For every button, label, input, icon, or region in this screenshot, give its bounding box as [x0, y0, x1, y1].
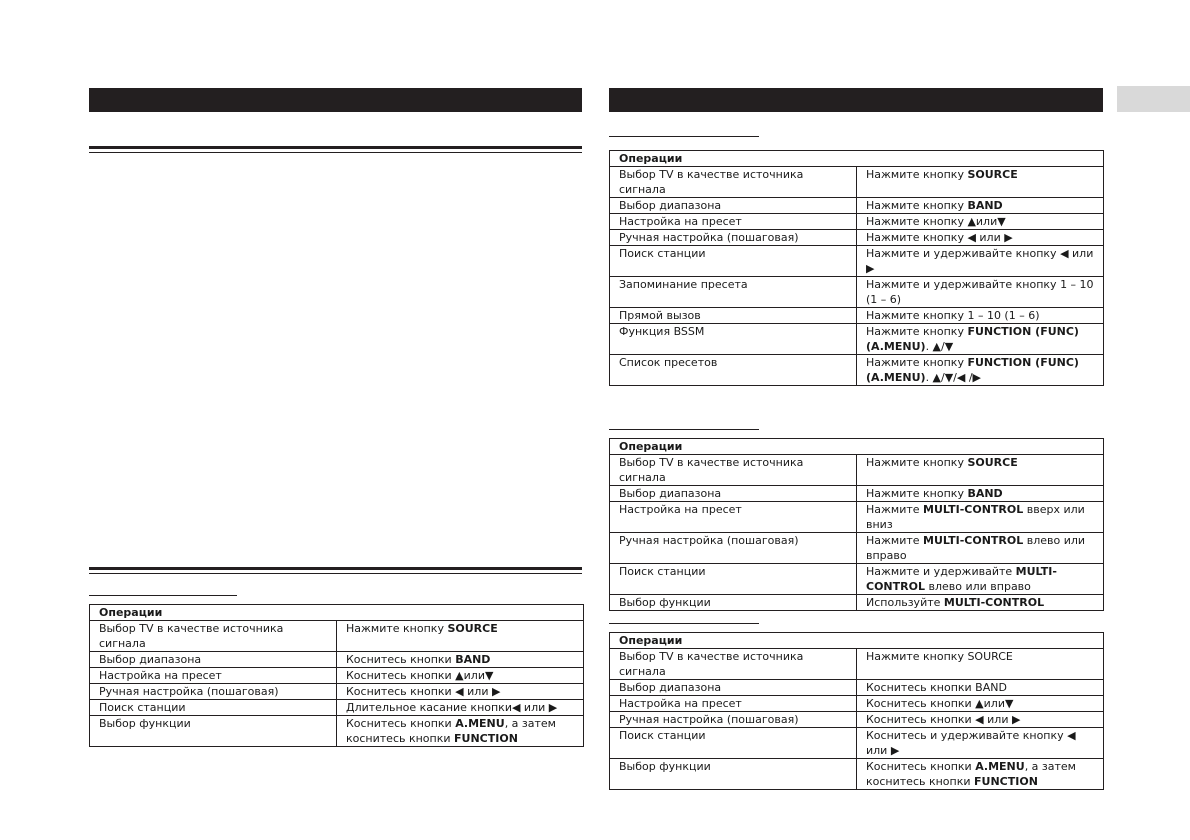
op-cell: Выбор TV в качестве источника сигнала [610, 167, 857, 198]
table-row [90, 621, 584, 652]
table-row [610, 324, 1104, 355]
table-row [610, 455, 1104, 486]
op-cell: Настройка на пресет [90, 668, 337, 684]
op-cell: Выбор диапазона [610, 680, 857, 696]
action-cell: Нажмите MULTI-CONTROL вверх или вниз [857, 502, 1104, 533]
op-cell: Настройка на пресет [610, 502, 857, 533]
right-section-rule-2 [609, 429, 759, 430]
table-row [610, 680, 1104, 696]
table-row [610, 564, 1104, 595]
left-top-rule [89, 146, 582, 149]
table-row [90, 652, 584, 668]
right-header-bar [609, 88, 1103, 112]
action-cell: Нажмите и удерживайте MULTI-CONTROL влево или вправо [857, 564, 1104, 595]
action-cell: Коснитесь кнопки A.MENU, а затем коснитесь кнопки FUNCTION [857, 759, 1104, 790]
table-row [610, 230, 1104, 246]
action-cell: Нажмите кнопку ▲или▼ [857, 214, 1104, 230]
table-row [610, 595, 1104, 611]
left-top-rule-thin [89, 152, 582, 153]
action-cell: Нажмите кнопку SOURCE [857, 649, 1104, 680]
table-row [90, 668, 584, 684]
table-row [610, 308, 1104, 324]
table-row [90, 700, 584, 716]
op-cell: Выбор TV в качестве источника сигнала [610, 649, 857, 680]
op-cell: Выбор диапазона [610, 198, 857, 214]
op-cell: Ручная настройка (пошаговая) [610, 712, 857, 728]
action-cell: Нажмите и удерживайте кнопку ◀ или ▶ [857, 246, 1104, 277]
table-header: Операции [610, 439, 1104, 455]
left-section-rule [89, 595, 237, 596]
table-row [610, 214, 1104, 230]
op-cell: Выбор функции [610, 759, 857, 790]
action-cell: Коснитесь кнопки ▲или▼ [857, 696, 1104, 712]
action-cell: Коснитесь кнопки ▲или▼ [337, 668, 584, 684]
table-row [610, 167, 1104, 198]
table-row [610, 533, 1104, 564]
left-bottom-rule-thin [89, 573, 582, 574]
table-row [610, 355, 1104, 386]
action-cell: Нажмите кнопку SOURCE [857, 167, 1104, 198]
table-row [610, 759, 1104, 790]
right-section-rule-1 [609, 136, 759, 137]
action-cell: Нажмите и удерживайте кнопку 1 – 10 (1 – 6) [857, 277, 1104, 308]
action-cell: Длительное касание кнопки◀ или ▶ [337, 700, 584, 716]
op-cell: Выбор функции [610, 595, 857, 611]
left-header-bar [89, 88, 582, 112]
table-row [610, 712, 1104, 728]
table-row [610, 649, 1104, 680]
op-cell: Ручная настройка (пошаговая) [610, 533, 857, 564]
action-cell: Коснитесь и удерживайте кнопку ◀ или ▶ [857, 728, 1104, 759]
op-cell: Выбор TV в качестве источника сигнала [610, 455, 857, 486]
table-header: Операции [610, 151, 1104, 167]
side-tab [1117, 86, 1190, 112]
left-operations-table [89, 604, 584, 747]
op-cell: Прямой вызов [610, 308, 857, 324]
action-cell: Нажмите кнопку BAND [857, 486, 1104, 502]
action-cell: Коснитесь кнопки ◀ или ▶ [337, 684, 584, 700]
action-cell: Используйте MULTI-CONTROL [857, 595, 1104, 611]
left-bottom-rule [89, 567, 582, 570]
action-cell: Нажмите кнопку 1 – 10 (1 – 6) [857, 308, 1104, 324]
action-cell: Нажмите кнопку BAND [857, 198, 1104, 214]
action-cell: Нажмите кнопку SOURCE [337, 621, 584, 652]
op-cell: Функция BSSM [610, 324, 857, 355]
action-cell: Коснитесь кнопки BAND [857, 680, 1104, 696]
op-cell: Поиск станции [90, 700, 337, 716]
op-cell: Ручная настройка (пошаговая) [90, 684, 337, 700]
right-operations-table-1 [609, 150, 1104, 386]
op-cell: Настройка на пресет [610, 696, 857, 712]
action-cell: Коснитесь кнопки BAND [337, 652, 584, 668]
table-row [610, 486, 1104, 502]
table-header: Операции [90, 605, 584, 621]
table-row [610, 728, 1104, 759]
right-section-rule-3 [609, 623, 759, 624]
table-row [610, 277, 1104, 308]
action-cell: Коснитесь кнопки A.MENU, а затем коснитесь кнопки FUNCTION [337, 716, 584, 747]
right-operations-table-2 [609, 438, 1104, 611]
op-cell: Настройка на пресет [610, 214, 857, 230]
table-row [610, 502, 1104, 533]
table-row [610, 198, 1104, 214]
table-row [90, 716, 584, 747]
table-header: Операции [610, 633, 1104, 649]
action-cell: Нажмите MULTI-CONTROL влево или вправо [857, 533, 1104, 564]
table-row [610, 246, 1104, 277]
action-cell: Нажмите кнопку ◀ или ▶ [857, 230, 1104, 246]
action-cell: Нажмите кнопку FUNCTION (FUNC) (A.MENU). ▲/▼/◀ /▶ [857, 355, 1104, 386]
op-cell: Выбор диапазона [610, 486, 857, 502]
op-cell: Поиск станции [610, 728, 857, 759]
action-cell: Нажмите кнопку SOURCE [857, 455, 1104, 486]
action-cell: Нажмите кнопку FUNCTION (FUNC) (A.MENU). ▲/▼ [857, 324, 1104, 355]
op-cell: Ручная настройка (пошаговая) [610, 230, 857, 246]
op-cell: Выбор диапазона [90, 652, 337, 668]
action-cell: Коснитесь кнопки ◀ или ▶ [857, 712, 1104, 728]
op-cell: Запоминание пресета [610, 277, 857, 308]
table-row [90, 684, 584, 700]
op-cell: Выбор TV в качестве источника сигнала [90, 621, 337, 652]
op-cell: Поиск станции [610, 564, 857, 595]
table-row [610, 696, 1104, 712]
op-cell: Выбор функции [90, 716, 337, 747]
op-cell: Список пресетов [610, 355, 857, 386]
op-cell: Поиск станции [610, 246, 857, 277]
right-operations-table-3 [609, 632, 1104, 790]
